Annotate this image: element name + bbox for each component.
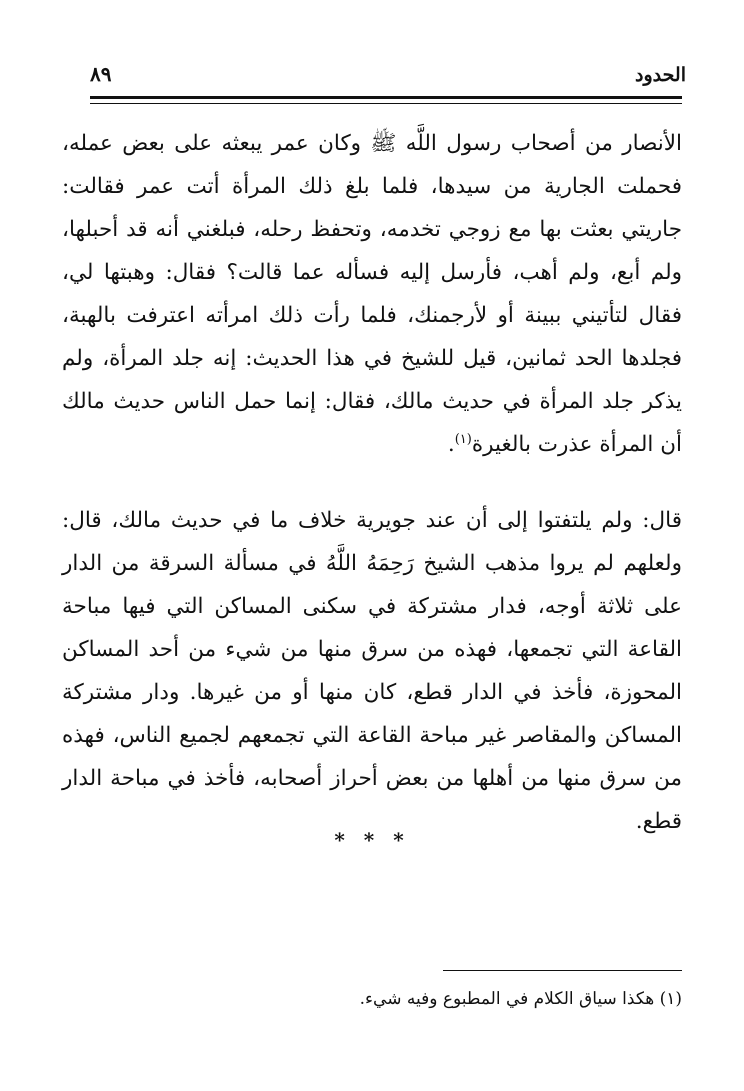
footnote-rule xyxy=(443,970,682,971)
paragraph-1-text xyxy=(62,122,682,466)
running-title: الحدود xyxy=(635,64,686,86)
paragraph-2 xyxy=(62,499,682,843)
page-number: ٨٩ xyxy=(90,62,112,86)
header-rule-thick xyxy=(90,96,682,99)
section-separator: * * * xyxy=(334,828,410,852)
paragraph-1 xyxy=(62,122,682,466)
paragraph-1-end: . xyxy=(447,432,455,457)
footnote: (١) هكذا سياق الكلام في المطبوع وفيه شيء. xyxy=(359,989,682,1009)
paragraph-1-body: الأنصار من أصحاب رسول اللَّه ﷺ وكان عمر يبعثه على بعض عمله، فحملت الجارية من سيدها، فلما بلغ ذلك المرأة أتت عمر فقالت: جاريتي بعثت بها مع زوجي تخدمه، وتحفظ رحله، فبلغني أنه قد أحبلها، ولم أبع، ولم أهب، فأرسل إليه فسأله عما قالت؟ فقال: وهبتها لي، فقال لتأتيني ببينة أو لأرجمنك، فلما رأت ذلك امرأته اعترفت بالهبة، فجلدها الحد ثمانين، قيل للشيخ في هذا الحديث: إنه جلد المرأة، ولم يذكر جلد المرأة في حديث مالك، فقال: إنما حمل الناس حديث مالك أن المرأة عذرت بالغيرة xyxy=(62,131,682,457)
footnote-reference: (١) xyxy=(454,431,472,447)
paragraph-2-text: قال: ولم يلتفتوا إلى أن عند جويرية خلاف ما في حديث مالك، قال: ولعلهم لم يروا مذهب الشيخ رَحِمَهُ اللَّهُ في مسألة السرقة من الدار على ثلاثة أوجه، فدار مشتركة في سكنى المساكن التي فيها مباحة القاعة التي تجمعها، فهذه من سرق منها من شيء من أحد المساكن المحوزة، فأخذ في الدار قطع، كان منها أو من غيرها. ودار مشتركة المساكن والمقاصر غير مباحة القاعة التي تجمعهم لجميع الناس، فهذه من سرق منها من أهلها من بعض أحراز أصحابه، فأخذ في مباحة الدار قطع. xyxy=(62,508,682,834)
header-rule-thin xyxy=(90,103,682,104)
